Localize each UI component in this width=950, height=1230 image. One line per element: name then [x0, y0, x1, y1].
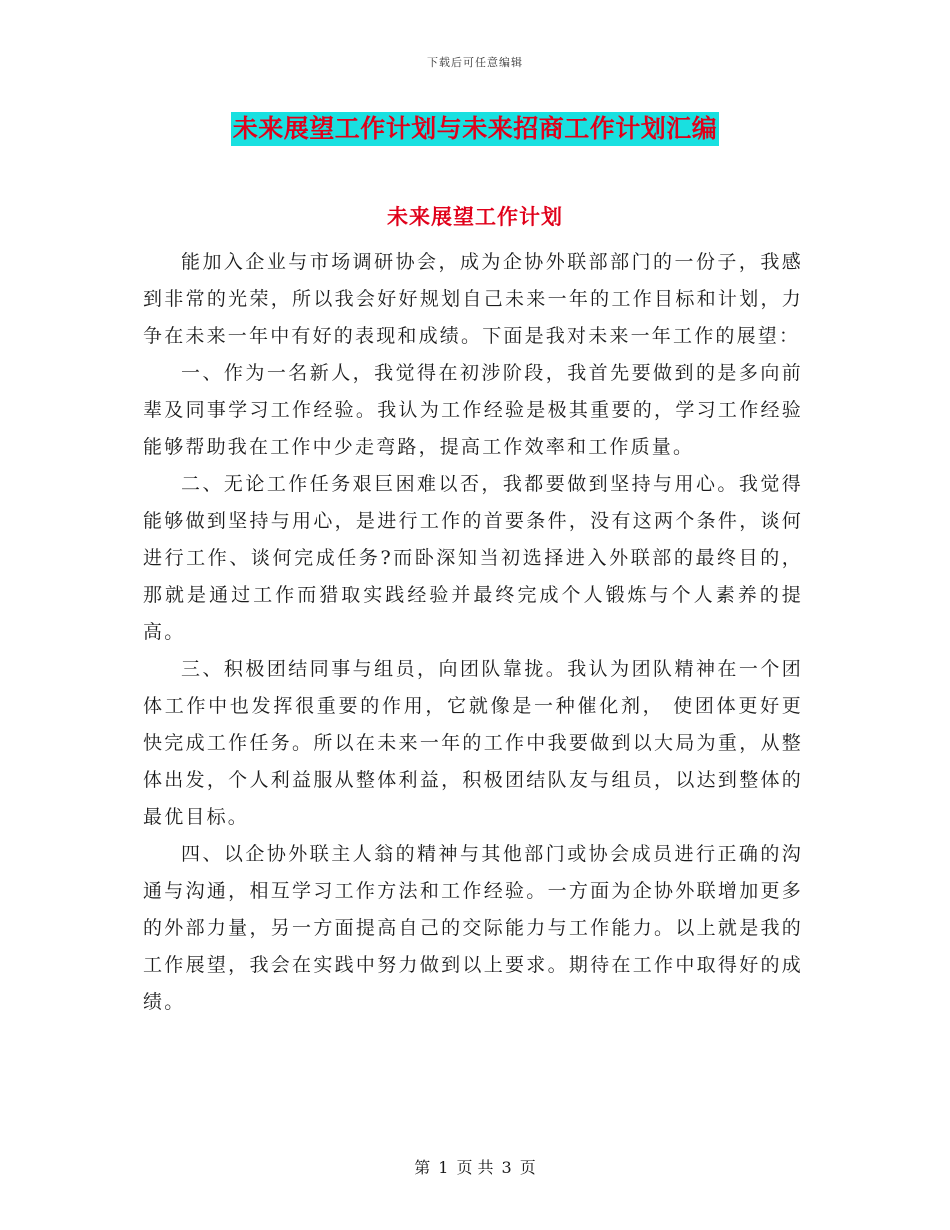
main-title-container: [0, 112, 950, 146]
section-title: 未来展望工作计划: [387, 204, 563, 229]
footer-middle: 页 共: [456, 1158, 494, 1177]
footer-total-pages: 3: [501, 1158, 512, 1177]
footer-prefix: 第: [414, 1158, 431, 1177]
header-note: 下载后可任意编辑: [427, 56, 523, 69]
paragraph-point-4: 四、以企协外联主人翁的精神与其他部门或协会成员进行正确的沟通与沟通，相互学习工作方法和工作经验。一方面为企协外联增加更多的外部力量，另一方面提高自己的交际能力与工作能力。以上就是我的工作展望，我会在实践中努力做到以上要求。期待在工作中取得好的成绩。: [143, 843, 803, 1013]
paragraph-intro: 能加入企业与市场调研协会，成为企协外联部部门的一份子，我感到非常的光荣，所以我会好好规划自己未来一年的工作目标和计划，力争在未来一年中有好的表现和成绩。下面是我对未来一年工作的展望：: [143, 251, 803, 347]
paragraph-point-3: 三、积极团结同事与组员，向团队靠拢。我认为团队精神在一个团体工作中也发挥很重要的作用，它就像是一种催化剂， 使团体更好更快完成工作任务。所以在未来一年的工作中我要做到以大局为重，从整体出发，个人利益服从整体利益，积极团结队友与组员，以达到整体的最优目标。: [143, 658, 803, 828]
document-body: [143, 244, 803, 1021]
footer-suffix: 页: [519, 1158, 536, 1177]
main-title: 未来展望工作计划与未来招商工作计划汇编: [231, 112, 720, 146]
paragraph-point-2: 二、无论工作任务艰巨困难以否，我都要做到坚持与用心。我觉得能够做到坚持与用心，是进行工作的首要条件，没有这两个条件，谈何进行工作、谈何完成任务?而卧深知当初选择进入外联部的最终目的，那就是通过工作而猎取实践经验并最终完成个人锻炼与个人素养的提高。: [143, 473, 803, 643]
footer-page-number: 1: [438, 1158, 449, 1177]
paragraph-point-1: 一、作为一名新人，我觉得在初涉阶段，我首先要做到的是多向前辈及同事学习工作经验。我认为工作经验是极其重要的，学习工作经验能够帮助我在工作中少走弯路，提高工作效率和工作质量。: [143, 362, 803, 458]
page-footer: [0, 1155, 950, 1178]
